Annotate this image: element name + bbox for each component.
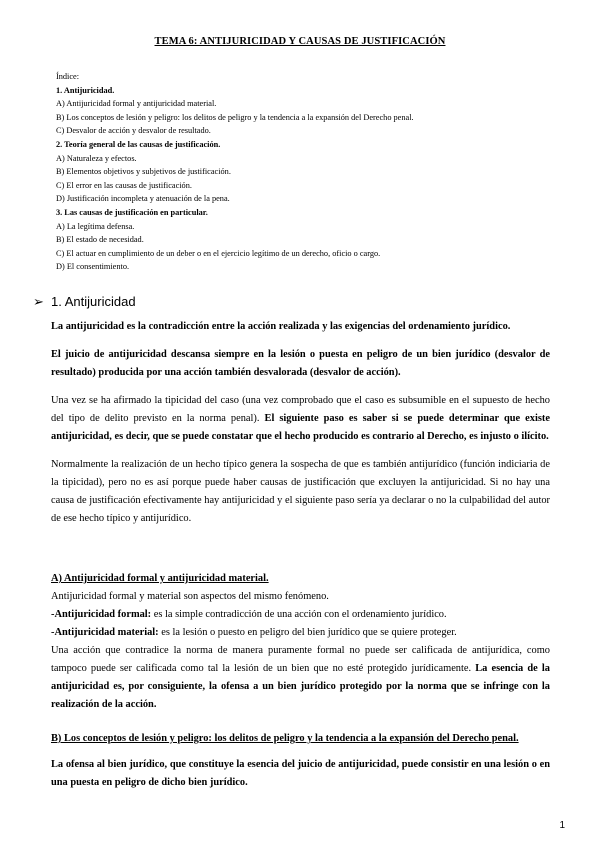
label-material: -Antijuricidad material:: [51, 627, 159, 638]
paragraph-formal: [51, 606, 550, 624]
toc-item: A) Naturaleza y efectos.: [56, 153, 137, 163]
text-formal: es la simple contradicción de una acción con el ordenamiento jurídico.: [151, 609, 447, 620]
paragraph-definition: La antijuricidad es la contradicción entre la acción realizada y las exigencias del ordenamiento jurídico.: [51, 321, 511, 332]
paragraph-tipicidad-normal: Una vez se ha afirmado la tipicidad del caso (una vez comprobado que el caso es subsumible en el supuesto de hecho del tipo de delito previsto en la norma penal).: [51, 395, 550, 424]
toc-item: A) La legítima defensa.: [56, 221, 135, 231]
page-number: 1: [559, 820, 565, 831]
text-material: es la lesión o puesto en peligro del bien jurídico que se quiere proteger.: [158, 627, 457, 638]
section1-body: [51, 318, 550, 528]
toc-item: 3. Las causas de justificación en particular.: [56, 207, 208, 217]
toc-item: 2. Teoría general de las causas de justificación.: [56, 139, 221, 149]
toc-list: [56, 84, 414, 274]
section-heading-text: 1. Antijuricidad: [51, 294, 136, 309]
paragraph-tipicidad: [51, 392, 550, 446]
toc-item: B) Elementos objetivos y subjetivos de justificación.: [56, 167, 231, 177]
subheading-lesion-peligro: B) Los conceptos de lesión y peligro: los delitos de peligro y la tendencia a la expansión del Derecho penal.: [51, 733, 519, 744]
paragraph-indiciaria: Normalmente la realización de un hecho típico genera la sospecha de que es también antijurídico (función indiciaria de la tipicidad), pero no es así porque puede haber causas de justificación que excluyen la antijuricidad. Si no hay una causa de justificación efectivamente hay antijuricidad y el siguiente paso sería ya declarar o no la culpabilidad del autor de ese hecho típico y antijurídico.: [51, 459, 550, 524]
table-of-contents: [56, 70, 414, 274]
paragraph-tipicidad-bold: El siguiente paso es saber si se puede determinar que existe antijuricidad, es decir, que se puede constatar que el hecho producido es contrario al Derecho, es injusto o ilícito.: [51, 413, 550, 442]
paragraph-aspectos: Antijuricidad formal y material son aspectos del mismo fenómeno.: [51, 591, 329, 602]
toc-item: B) El estado de necesidad.: [56, 235, 144, 245]
paragraph-juicio: El juicio de antijuricidad descansa siempre en la lesión o puesta en peligro de un bien jurídico (desvalor de resultado) producida por una acción también desvalorada (desvalor de acción).: [51, 349, 550, 378]
toc-item: D) El consentimiento.: [56, 262, 130, 272]
toc-item: D) Justificación incompleta y atenuación de la pena.: [56, 194, 230, 204]
paragraph-esencia-bold: La esencia de la antijuricidad es, por consiguiente, la ofensa a un bien jurídico protegido por la norma que se infringe con la realización de la acción.: [51, 663, 551, 710]
document-title: TEMA 6: ANTIJURICIDAD Y CAUSAS DE JUSTIFICACIÓN: [154, 36, 446, 47]
toc-heading: Índice:: [56, 72, 80, 81]
paragraph-esencia: [51, 642, 550, 714]
toc-item: C) El error en las causas de justificación.: [56, 180, 192, 190]
subheading-formal-material: A) Antijuricidad formal y antijuricidad material.: [51, 573, 269, 584]
toc-item: C) Desvalor de acción y desvalor de resultado.: [56, 126, 211, 136]
toc-item: 1. Antijuricidad.: [56, 85, 115, 95]
label-formal: -Antijuricidad formal:: [51, 609, 152, 620]
paragraph-esencia-normal: Una acción que contradice la norma de manera puramente formal no puede ser calificada de antijurídica, como tampoco puede ser calificada como tal la lesión de un bien que no esté protegido jurídicamente.: [51, 645, 550, 674]
sectionB-body: [51, 730, 550, 792]
sectionA-body: [51, 570, 550, 714]
paragraph-material: [51, 624, 550, 642]
section-heading-antijuricidad: [33, 294, 136, 310]
toc-item: B) Los conceptos de lesión y peligro: los delitos de peligro y la tendencia a la expansión del Derecho penal.: [56, 112, 414, 122]
toc-item: C) El actuar en cumplimiento de un deber o en el ejercicio legítimo de un derecho, oficio o cargo.: [56, 248, 381, 258]
paragraph-ofensa: La ofensa al bien jurídico, que constituye la esencia del juicio de antijuricidad, puede consistir en una lesión o en una puesta en peligro de dicho bien jurídico.: [51, 759, 550, 788]
arrow-bullet-icon: ➢: [33, 294, 44, 309]
toc-item: A) Antijuricidad formal y antijuricidad material.: [56, 99, 217, 109]
